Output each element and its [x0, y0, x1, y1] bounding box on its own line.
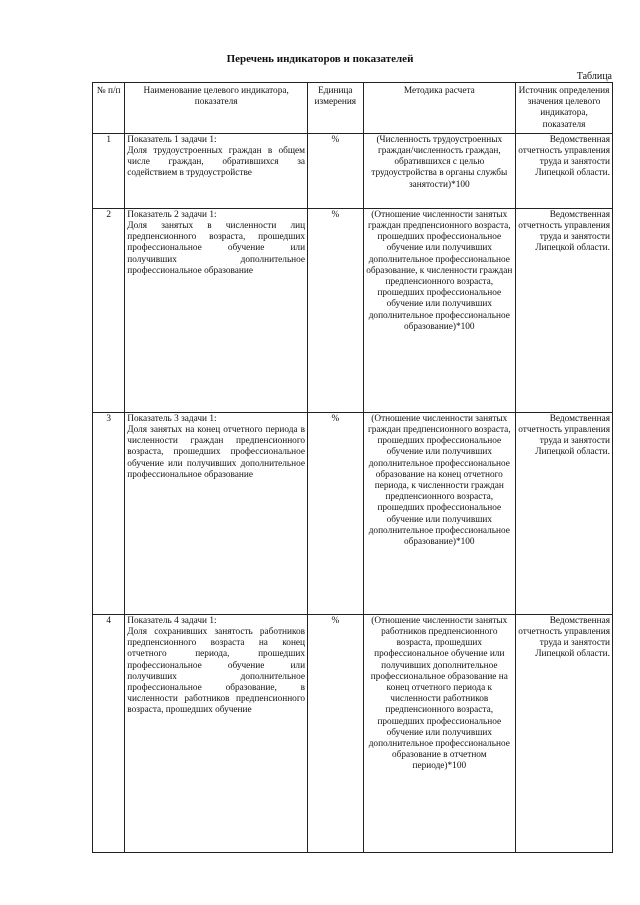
unit-cell: % [308, 208, 364, 412]
indicator-description: Доля сохранивших занятость работников предпенсионного возраста на конец отчетного периода, прошедших профессиональное обучение или получивших дополнительное профессиональное образование, в численности работников предпенсионного возраста, прошедших обучение [127, 627, 306, 716]
source-cell: Ведомственная отчетность управления труда и занятости Липецкой области. [516, 208, 613, 412]
indicator-title: Показатель 3 задачи 1: [127, 413, 217, 424]
unit-cell: % [308, 133, 364, 208]
indicator-title: Показатель 4 задачи 1: [127, 615, 217, 626]
indicator-cell [125, 208, 308, 412]
indicator-description: Доля занятых в численности лиц предпенсионного возраста, прошедших профессиональное обучение или получивших дополнительное профессиональное образование [127, 221, 306, 276]
source-cell: Ведомственная отчетность управления труда и занятости Липецкой области. [516, 133, 613, 208]
row-number: 4 [93, 614, 125, 852]
row-number: 2 [93, 208, 125, 412]
row-number: 3 [93, 412, 125, 614]
method-cell: (Численность трудоустроенных граждан/численность граждан, обратившихся с целью трудоустройства в органы службы занятости)*100 [363, 133, 515, 208]
indicator-cell [125, 412, 308, 614]
header-unit: Единица измерения [308, 83, 364, 134]
method-cell: (Отношение численности занятых работников предпенсионного возраста, прошедших профессиональное обучение или получивших дополнительное профессиональное образование на конец отчетного периода к численности работников предпенсионного возраста, прошедших профессиональное обучение или получивших дополнительное профессиональное образование в отчетном периоде)*100 [363, 614, 515, 852]
row-number: 1 [93, 133, 125, 208]
header-method: Методика расчета [363, 83, 515, 134]
table-row [93, 412, 613, 614]
table-row [93, 133, 613, 208]
method-cell: (Отношение численности занятых граждан предпенсионного возраста, прошедших профессиональное обучение или получивших дополнительное профессиональное образование на конец отчетного периода, к численности граждан предпенсионного возраста, прошедших профессиональное обучение или получивших дополнительное профессиональное образование)*100 [363, 412, 515, 614]
source-cell: Ведомственная отчетность управления труда и занятости Липецкой области. [516, 614, 613, 852]
header-indicator-name: Наименование целевого индикатора, показателя [125, 83, 308, 134]
indicator-description: Доля занятых на конец отчетного периода в численности граждан предпенсионного возраста, прошедших профессиональное обучение или получивших дополнительное профессиональное образование [127, 425, 306, 480]
page-title: Перечень индикаторов и показателей [226, 53, 414, 65]
table-row [93, 208, 613, 412]
table-row [93, 614, 613, 852]
indicator-title: Показатель 1 задачи 1: [127, 134, 217, 145]
header-source: Источник определения значения целевого индикатора, показателя [516, 83, 613, 134]
table-label: Таблица [576, 71, 612, 82]
header-number: № п/п [93, 83, 125, 134]
indicators-table [92, 82, 613, 853]
method-cell: (Отношение численности занятых граждан предпенсионного возраста, прошедших профессиональное обучение или получивших дополнительное профессиональное образование, к численности граждан предпенсионного возраста, прошедших профессиональное обучение или получивших дополнительное профессиональное образование)*100 [363, 208, 515, 412]
indicator-description: Доля трудоустроенных граждан в общем числе граждан, обратившихся за содействием в трудоустройстве [127, 146, 306, 179]
unit-cell: % [308, 412, 364, 614]
indicator-title: Показатель 2 задачи 1: [127, 209, 217, 220]
source-cell: Ведомственная отчетность управления труда и занятости Липецкой области. [516, 412, 613, 614]
indicator-cell [125, 614, 308, 852]
unit-cell: % [308, 614, 364, 852]
table-header-row [93, 83, 613, 134]
indicator-cell [125, 133, 308, 208]
